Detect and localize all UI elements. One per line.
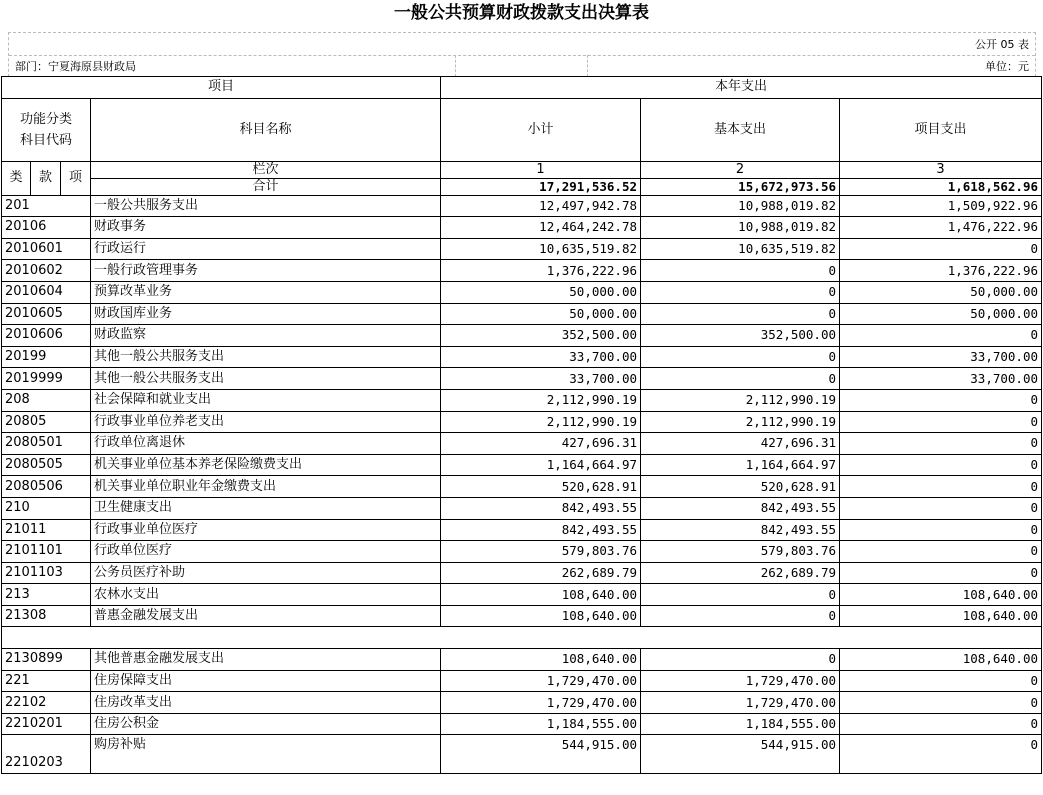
- row-project: 0: [840, 411, 1042, 433]
- row-project: 0: [840, 541, 1042, 563]
- row-code: 21011: [2, 519, 91, 541]
- row-code: 21308: [2, 605, 91, 627]
- row-project: 0: [840, 325, 1042, 347]
- row-name: 财政国库业务: [91, 303, 441, 325]
- row-name: 其他普惠金融发展支出: [91, 649, 441, 671]
- table-row: [2, 325, 1042, 347]
- row-subtotal: 842,493.55: [441, 519, 641, 541]
- row-project: 0: [840, 433, 1042, 455]
- row-basic: 520,628.91: [641, 476, 840, 498]
- row-subtotal: 12,464,242.78: [441, 217, 641, 239]
- row-code: 2130899: [2, 649, 91, 671]
- table-row: [2, 476, 1042, 498]
- table-row: [2, 433, 1042, 455]
- gap-cell: [2, 627, 1042, 649]
- table-row: [2, 713, 1042, 735]
- table-row: [2, 389, 1042, 411]
- table-row: [2, 735, 1042, 774]
- row-subtotal: 520,628.91: [441, 476, 641, 498]
- row-subtotal: 108,640.00: [441, 584, 641, 606]
- table-row: [2, 281, 1042, 303]
- row-code: 2010602: [2, 260, 91, 282]
- row-basic: 10,988,019.82: [641, 195, 840, 217]
- table-row: [2, 411, 1042, 433]
- header-basic: 基本支出: [641, 98, 840, 161]
- table-gap: [2, 627, 1042, 649]
- row-basic: 0: [641, 303, 840, 325]
- row-basic: 0: [641, 368, 840, 390]
- row-code: 2210201: [2, 713, 91, 735]
- table-row: [2, 454, 1042, 476]
- meta-vdivider: [455, 55, 456, 77]
- row-project: 0: [840, 735, 1042, 774]
- row-subtotal: 1,729,470.00: [441, 692, 641, 714]
- row-name: 其他一般公共服务支出: [91, 368, 441, 390]
- total-project: 1,618,562.96: [840, 178, 1042, 195]
- row-basic: 352,500.00: [641, 325, 840, 347]
- row-project: 0: [840, 497, 1042, 519]
- meta-vdivider: [587, 55, 588, 77]
- row-basic: 2,112,990.19: [641, 389, 840, 411]
- row-project: 0: [840, 476, 1042, 498]
- row-basic: 10,635,519.82: [641, 238, 840, 260]
- row-subtotal: 2,112,990.19: [441, 411, 641, 433]
- row-name: 行政单位离退休: [91, 433, 441, 455]
- row-name: 行政单位医疗: [91, 541, 441, 563]
- row-name: 财政事务: [91, 217, 441, 239]
- header-lei: 类: [2, 161, 31, 195]
- row-name: 行政事业单位养老支出: [91, 411, 441, 433]
- header-current-year: 本年支出: [441, 77, 1042, 99]
- table-row: [2, 519, 1042, 541]
- row-basic: 0: [641, 584, 840, 606]
- col-index-1: 1: [441, 161, 641, 178]
- header-kuan: 款: [31, 161, 61, 195]
- table-row: [2, 346, 1042, 368]
- row-project: 0: [840, 692, 1042, 714]
- row-project: 1,509,922.96: [840, 195, 1042, 217]
- row-code: 2101103: [2, 562, 91, 584]
- expense-table: [1, 76, 1042, 774]
- col-index-3: 3: [840, 161, 1042, 178]
- row-basic: 0: [641, 281, 840, 303]
- row-basic: 2,112,990.19: [641, 411, 840, 433]
- row-project: 108,640.00: [840, 605, 1042, 627]
- row-project: 1,376,222.96: [840, 260, 1042, 282]
- row-name: 公务员医疗补助: [91, 562, 441, 584]
- row-name: 住房改革支出: [91, 692, 441, 714]
- row-code: 2010606: [2, 325, 91, 347]
- row-subtotal: 2,112,990.19: [441, 389, 641, 411]
- row-name: 一般公共服务支出: [91, 195, 441, 217]
- row-code: 22102: [2, 692, 91, 714]
- row-name: 普惠金融发展支出: [91, 605, 441, 627]
- row-basic: 262,689.79: [641, 562, 840, 584]
- row-code: 2010604: [2, 281, 91, 303]
- row-name: 一般行政管理事务: [91, 260, 441, 282]
- col-index-2: 2: [641, 161, 840, 178]
- total-label: 合计: [91, 178, 441, 195]
- row-name: 行政运行: [91, 238, 441, 260]
- row-project: 0: [840, 389, 1042, 411]
- total-subtotal: 17,291,536.52: [441, 178, 641, 195]
- row-code: 2080501: [2, 433, 91, 455]
- row-code: 20199: [2, 346, 91, 368]
- header-xiang: 项: [61, 161, 91, 195]
- table-row: [2, 670, 1042, 692]
- row-subtotal: 842,493.55: [441, 497, 641, 519]
- row-subtotal: 544,915.00: [441, 735, 641, 774]
- table-row: [2, 584, 1042, 606]
- row-code: 2010601: [2, 238, 91, 260]
- row-code: 20805: [2, 411, 91, 433]
- row-subtotal: 1,164,664.97: [441, 454, 641, 476]
- table-row: [2, 605, 1042, 627]
- row-subtotal: 108,640.00: [441, 649, 641, 671]
- row-basic: 0: [641, 346, 840, 368]
- row-subtotal: 10,635,519.82: [441, 238, 641, 260]
- row-subtotal: 108,640.00: [441, 605, 641, 627]
- row-subtotal: 427,696.31: [441, 433, 641, 455]
- table-row: [2, 368, 1042, 390]
- row-code: 2010605: [2, 303, 91, 325]
- row-code: 2080505: [2, 454, 91, 476]
- row-project: 50,000.00: [840, 303, 1042, 325]
- department-label: 部门：宁夏海原县财政局: [15, 60, 136, 73]
- table-row: [2, 541, 1042, 563]
- row-project: 33,700.00: [840, 368, 1042, 390]
- row-basic: 0: [641, 605, 840, 627]
- form-number: 公开 05 表: [975, 38, 1029, 51]
- row-project: 0: [840, 713, 1042, 735]
- header-subtotal: 小计: [441, 98, 641, 161]
- row-name: 卫生健康支出: [91, 497, 441, 519]
- table-row: [2, 260, 1042, 282]
- row-code: 210: [2, 497, 91, 519]
- row-project: 1,476,222.96: [840, 217, 1042, 239]
- row-project: 0: [840, 238, 1042, 260]
- row-project: 108,640.00: [840, 649, 1042, 671]
- row-name: 机关事业单位基本养老保险缴费支出: [91, 454, 441, 476]
- row-basic: 0: [641, 260, 840, 282]
- row-code: 208: [2, 389, 91, 411]
- row-code: 2101101: [2, 541, 91, 563]
- report-title: 一般公共预算财政拨款支出决算表: [394, 3, 649, 23]
- row-name: 住房公积金: [91, 713, 441, 735]
- row-subtotal: 262,689.79: [441, 562, 641, 584]
- header-func-code: 功能分类 科目代码: [2, 98, 91, 161]
- row-subtotal: 50,000.00: [441, 303, 641, 325]
- row-name: 住房保障支出: [91, 670, 441, 692]
- row-project: 0: [840, 454, 1042, 476]
- row-basic: 579,803.76: [641, 541, 840, 563]
- total-basic: 15,672,973.56: [641, 178, 840, 195]
- row-subtotal: 1,376,222.96: [441, 260, 641, 282]
- row-code: 20106: [2, 217, 91, 239]
- row-name: 财政监察: [91, 325, 441, 347]
- row-basic: 1,164,664.97: [641, 454, 840, 476]
- row-subtotal: 33,700.00: [441, 368, 641, 390]
- row-subtotal: 1,729,470.00: [441, 670, 641, 692]
- unit-label: 单位：元: [985, 60, 1029, 73]
- row-name: 行政事业单位医疗: [91, 519, 441, 541]
- row-basic: 842,493.55: [641, 497, 840, 519]
- table-row: [2, 692, 1042, 714]
- row-name: 机关事业单位职业年金缴费支出: [91, 476, 441, 498]
- meta-divider: [9, 55, 1035, 56]
- row-code: 2210203: [2, 735, 91, 774]
- row-basic: 427,696.31: [641, 433, 840, 455]
- row-basic: 1,184,555.00: [641, 713, 840, 735]
- row-basic: 842,493.55: [641, 519, 840, 541]
- report-meta: [8, 32, 1036, 77]
- row-name: 预算改革业务: [91, 281, 441, 303]
- row-name: 农林水支出: [91, 584, 441, 606]
- row-code: 221: [2, 670, 91, 692]
- row-project: 0: [840, 670, 1042, 692]
- row-code: 2019999: [2, 368, 91, 390]
- header-project: 项目支出: [840, 98, 1042, 161]
- row-basic: 10,988,019.82: [641, 217, 840, 239]
- row-subtotal: 50,000.00: [441, 281, 641, 303]
- row-project: 33,700.00: [840, 346, 1042, 368]
- row-subtotal: 33,700.00: [441, 346, 641, 368]
- row-basic: 1,729,470.00: [641, 670, 840, 692]
- header-column-index: 栏次: [91, 161, 441, 178]
- row-subtotal: 1,184,555.00: [441, 713, 641, 735]
- table-row: [2, 562, 1042, 584]
- row-name: 购房补贴: [91, 735, 441, 774]
- header-item: 项目: [2, 77, 441, 99]
- header-subject-name: 科目名称: [91, 98, 441, 161]
- row-project: 50,000.00: [840, 281, 1042, 303]
- row-subtotal: 352,500.00: [441, 325, 641, 347]
- row-basic: 544,915.00: [641, 735, 840, 774]
- row-basic: 1,729,470.00: [641, 692, 840, 714]
- table-row: [2, 497, 1042, 519]
- table-row: [2, 238, 1042, 260]
- row-code: 201: [2, 195, 91, 217]
- row-name: 社会保障和就业支出: [91, 389, 441, 411]
- row-project: 0: [840, 562, 1042, 584]
- row-code: 2080506: [2, 476, 91, 498]
- table-row: [2, 217, 1042, 239]
- table-row: [2, 649, 1042, 671]
- row-subtotal: 579,803.76: [441, 541, 641, 563]
- row-project: 108,640.00: [840, 584, 1042, 606]
- row-basic: 0: [641, 649, 840, 671]
- row-name: 其他一般公共服务支出: [91, 346, 441, 368]
- row-code: 213: [2, 584, 91, 606]
- table-row: [2, 195, 1042, 217]
- row-subtotal: 12,497,942.78: [441, 195, 641, 217]
- table-row: [2, 303, 1042, 325]
- row-project: 0: [840, 519, 1042, 541]
